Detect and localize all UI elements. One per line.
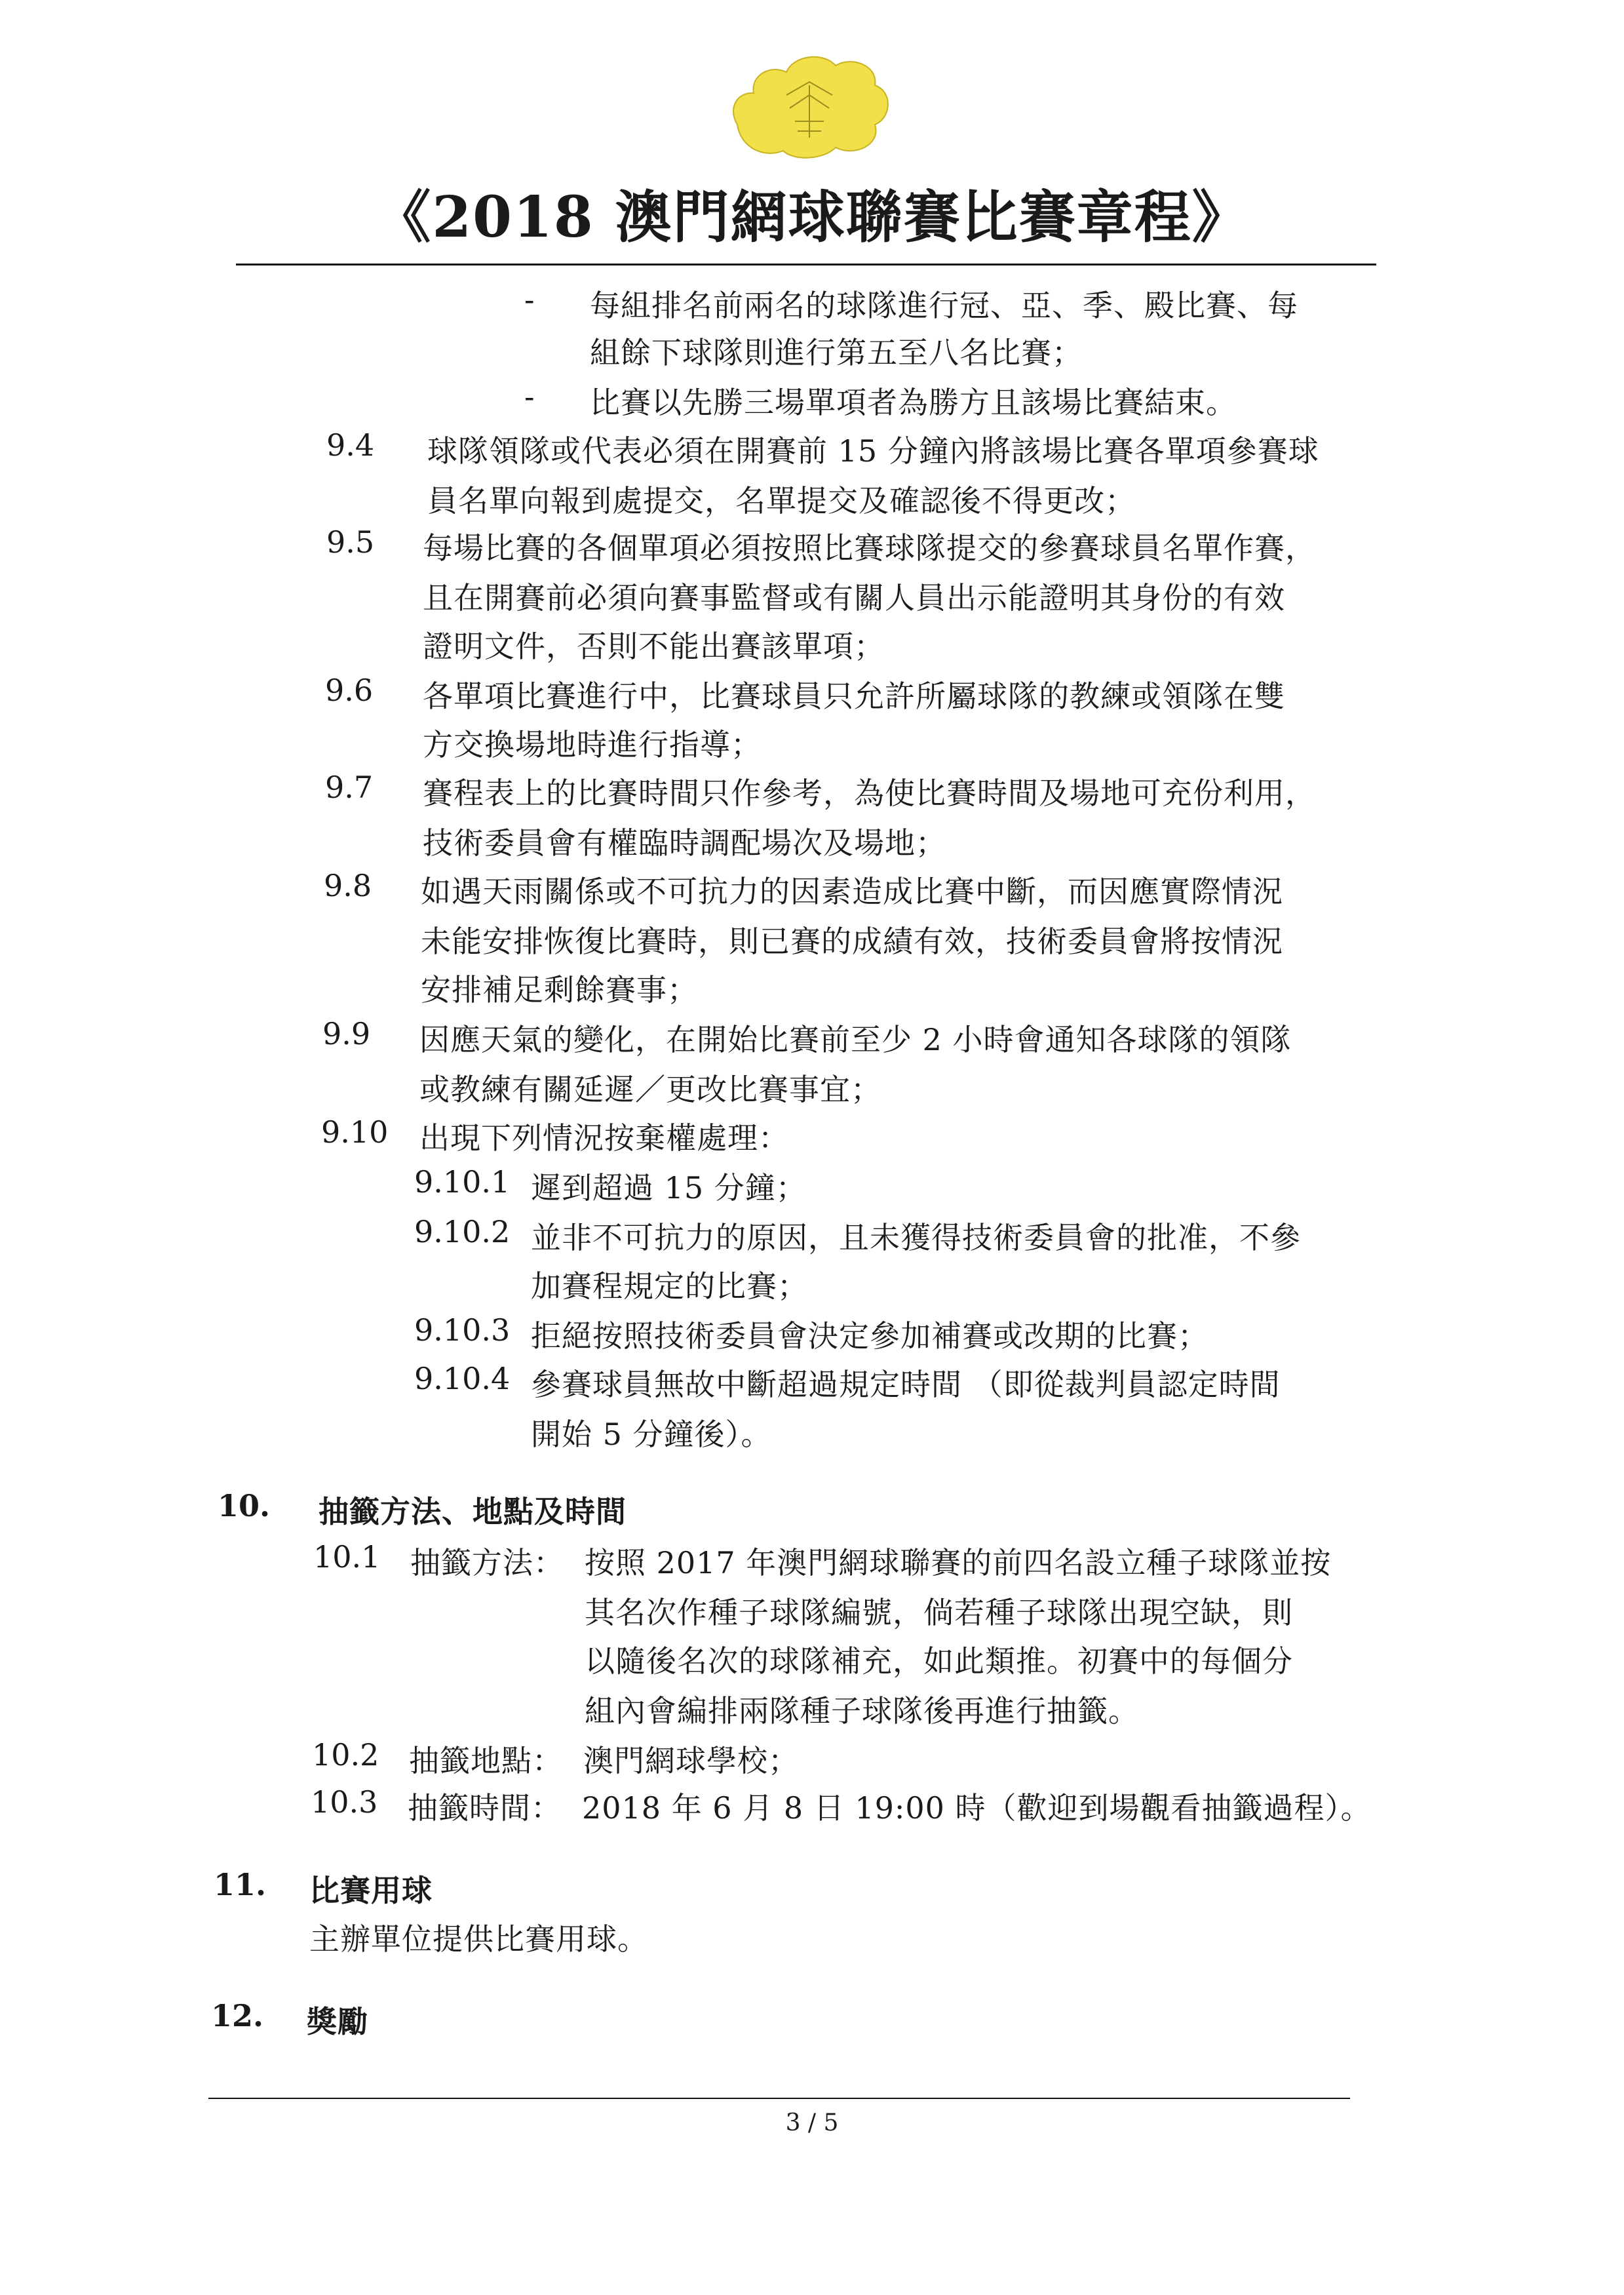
item-number: 9.6 (325, 673, 374, 708)
subitem-number: 9.10.2 (414, 1214, 511, 1249)
item-line: 組內會編排兩隊種子球隊後再進行抽籤。 (585, 1693, 1139, 1729)
item-line: 其名次作種子球隊編號，倘若種子球隊出現空缺，則 (585, 1595, 1293, 1630)
section-heading: 抽籤方法、地點及時間 (319, 1494, 627, 1529)
item-line: 如遇天雨關係或不可抗力的因素造成比賽中斷，而因應實際情況 (421, 874, 1283, 909)
subitem-line: 參賽球員無故中斷超過規定時間 （即從裁判員認定時間 (531, 1367, 1281, 1402)
item-number: 10.1 (313, 1539, 381, 1575)
item-line: 澳門網球學校； (583, 1743, 799, 1778)
section-number: 10. (218, 1488, 271, 1523)
item-line: 各單項比賽進行中，比賽球員只允許所屬球隊的教練或領隊在雙 (423, 678, 1285, 714)
bullet-marker: - (524, 282, 535, 317)
item-number: 9.5 (326, 524, 375, 560)
item-number: 9.7 (325, 770, 374, 805)
bullet-marker: - (524, 379, 535, 414)
subitem-number: 9.10.3 (414, 1312, 511, 1348)
section-text: 主辦單位提供比賽用球。 (309, 1921, 648, 1957)
bullet-line: 比賽以先勝三場單項者為勝方且該場比賽結束。 (590, 385, 1237, 420)
item-line: 技術委員會有權臨時調配場次及場地； (423, 825, 946, 861)
section-heading: 獎勵 (307, 2004, 368, 2039)
subitem-line: 開始 5 分鐘後）。 (531, 1417, 772, 1452)
item-number: 9.10 (321, 1114, 389, 1150)
item-line: 方交換場地時進行指導； (423, 727, 762, 762)
item-line: 未能安排恢復比賽時，則已賽的成績有效，技術委員會將按情況 (421, 924, 1283, 959)
item-line: 證明文件，否則不能出賽該單項； (423, 629, 885, 664)
item-number: 9.8 (324, 868, 372, 903)
item-line: 賽程表上的比賽時間只作參考，為使比賽時間及場地可充份利用， (423, 775, 1316, 811)
organization-logo (724, 46, 895, 161)
bullet-line: 組餘下球隊則進行第五至八名比賽； (590, 335, 1083, 370)
section-number: 12. (211, 1998, 264, 2033)
subitem-line: 遲到超過 15 分鐘； (531, 1170, 807, 1206)
section-number: 11. (214, 1867, 267, 1902)
section-heading: 比賽用球 (309, 1873, 433, 1908)
item-label: 抽籤方法： (410, 1545, 564, 1580)
item-line: 以隨後名次的球隊補充，如此類推。初賽中的每個分 (585, 1643, 1293, 1679)
subitem-line: 加賽程規定的比賽； (531, 1268, 808, 1304)
subitem-number: 9.10.1 (414, 1164, 511, 1200)
item-line: 出現下列情況按棄權處理： (419, 1120, 789, 1156)
item-line: 因應天氣的變化，在開始比賽前至少 2 小時會通知各球隊的領隊 (419, 1022, 1292, 1057)
item-label: 抽籤地點： (409, 1743, 563, 1778)
bullet-line: 每組排名前兩名的球隊進行冠、亞、季、殿比賽、每 (590, 288, 1298, 323)
footer-divider (208, 2098, 1350, 2099)
item-line: 且在開賽前必須向賽事監督或有關人員出示能證明其身份的有效 (423, 580, 1285, 616)
item-label: 抽籤時間： (408, 1790, 562, 1826)
item-line: 2018 年 6 月 8 日 19:00 時（歡迎到場觀看抽籤過程）。 (582, 1790, 1372, 1826)
item-line: 安排補足剩餘賽事； (421, 972, 698, 1008)
title-divider (236, 264, 1376, 265)
item-number: 9.4 (326, 427, 375, 463)
item-number: 10.3 (311, 1784, 378, 1820)
item-number: 10.2 (312, 1737, 379, 1773)
item-number: 9.9 (322, 1016, 371, 1051)
item-line: 按照 2017 年澳門網球聯賽的前四名設立種子球隊並按 (585, 1545, 1332, 1580)
subitem-line: 並非不可抗力的原因，且未獲得技術委員會的批准，不參 (531, 1220, 1301, 1255)
item-line: 每場比賽的各個單項必須按照比賽球隊提交的參賽球員名單作賽， (423, 530, 1316, 566)
document-title: 《2018 澳門網球聯賽比賽章程》 (374, 184, 1250, 250)
item-line: 或教練有關延遲／更改比賽事宜； (419, 1072, 881, 1107)
page-number: 3 / 5 (785, 2109, 839, 2136)
item-line: 球隊領隊或代表必須在開賽前 15 分鐘內將該場比賽各單項參賽球 (427, 433, 1319, 469)
item-line: 員名單向報到處提交，名單提交及確認後不得更改； (427, 483, 1136, 519)
subitem-number: 9.10.4 (414, 1361, 511, 1396)
subitem-line: 拒絕按照技術委員會決定參加補賽或改期的比賽； (531, 1318, 1208, 1354)
